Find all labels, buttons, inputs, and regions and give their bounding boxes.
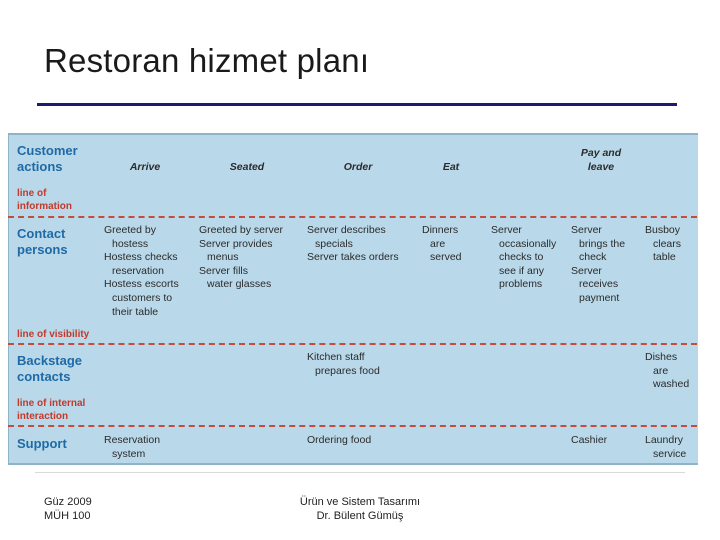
row-header-line: Contact xyxy=(17,226,66,241)
stage-seated xyxy=(212,161,282,175)
footer-course-info xyxy=(44,495,92,523)
line-of-visibility xyxy=(8,343,697,345)
footer-instructor: Dr. Bülent Gümüş xyxy=(316,510,404,522)
row-header-line: Support xyxy=(17,436,67,451)
action-text: system xyxy=(112,447,146,460)
line-label-text: line of internal xyxy=(17,398,86,409)
action-text: problems xyxy=(499,278,543,291)
action-text: are xyxy=(430,237,446,250)
footer-course-name: Ürün ve Sistem Tasarımı xyxy=(299,496,421,508)
stage-label: leave xyxy=(587,160,615,173)
footer-divider xyxy=(35,472,685,473)
action-text: are xyxy=(653,364,669,377)
contact-order-actions xyxy=(307,224,399,265)
row-header-support xyxy=(17,436,67,452)
support-ordering xyxy=(307,434,371,448)
action-text: Server xyxy=(571,224,602,236)
action-text: hostess xyxy=(112,237,149,250)
action-text: served xyxy=(430,251,462,264)
line-of-visibility-label xyxy=(17,328,89,341)
action-text: checks to xyxy=(499,251,544,264)
line-of-internal-interaction-label xyxy=(17,397,85,423)
stage-label: Eat xyxy=(442,161,460,173)
support-laundry xyxy=(645,434,686,461)
stage-label: Seated xyxy=(229,161,265,173)
support-cashier xyxy=(571,434,607,448)
line-of-information-label xyxy=(17,187,72,213)
action-text: Ordering food xyxy=(307,434,372,446)
contact-pay-actions xyxy=(571,224,625,306)
action-text: Dishes xyxy=(645,351,678,363)
row-header-line: contacts xyxy=(17,369,71,384)
action-text: table xyxy=(653,251,676,264)
action-text: occasionally xyxy=(499,237,557,250)
row-header-contact-persons xyxy=(17,226,68,258)
contact-seated-actions xyxy=(199,224,283,292)
action-text: Cashier xyxy=(571,434,608,446)
action-text: Server xyxy=(491,224,522,236)
footer-course-code: MÜH 100 xyxy=(44,510,91,522)
footer-semester: Güz 2009 xyxy=(44,496,92,508)
title-underline xyxy=(37,103,677,106)
action-text: reservation xyxy=(112,264,164,277)
line-of-information xyxy=(8,216,697,218)
line-label-text: line of visibility xyxy=(17,329,90,340)
stage-pay-and-leave xyxy=(566,147,636,174)
stage-arrive xyxy=(110,161,180,175)
contact-check-actions xyxy=(491,224,556,292)
action-text: washed xyxy=(653,378,690,391)
line-label-text: interaction xyxy=(17,411,69,422)
stage-label: Order xyxy=(343,161,373,173)
action-text: Busboy xyxy=(645,224,681,236)
line-label-text: line of xyxy=(17,188,47,199)
action-text: Reservation xyxy=(104,434,161,446)
action-text: see if any xyxy=(499,264,544,277)
stage-eat xyxy=(426,161,476,175)
action-text: Greeted by xyxy=(104,224,156,236)
row-header-line: persons xyxy=(17,242,68,257)
contact-leave-actions xyxy=(645,224,681,265)
action-text: Server fills xyxy=(199,264,249,277)
action-text: Laundry xyxy=(645,434,683,446)
row-header-line: Customer xyxy=(17,143,78,158)
contact-eat-actions xyxy=(422,224,462,265)
action-text: Server describes xyxy=(307,224,386,236)
row-header-customer-actions xyxy=(17,143,78,175)
action-text: brings the xyxy=(579,237,626,250)
action-text: clears xyxy=(653,237,682,250)
action-text: Hostess checks xyxy=(104,251,178,264)
action-text: Dinners xyxy=(422,224,459,236)
action-text: water glasses xyxy=(207,278,272,291)
action-text: customers to xyxy=(112,291,173,304)
contact-arrive-actions xyxy=(104,224,179,319)
action-text: specials xyxy=(315,237,353,250)
footer-course-title xyxy=(285,495,435,523)
action-text: Server xyxy=(571,264,602,277)
action-text: Server provides xyxy=(199,237,273,250)
action-text: Greeted by server xyxy=(199,224,284,236)
action-text: Server takes orders xyxy=(307,251,399,264)
line-label-text: information xyxy=(17,201,72,212)
action-text: menus xyxy=(207,251,239,264)
action-text: receives xyxy=(579,278,619,291)
action-text: check xyxy=(579,251,607,264)
backstage-dishes xyxy=(645,351,689,392)
action-text: their table xyxy=(112,305,159,318)
stage-order xyxy=(323,161,393,175)
backstage-kitchen xyxy=(307,351,380,378)
row-header-line: Backstage xyxy=(17,353,83,368)
support-reservation xyxy=(104,434,160,461)
row-header-line: actions xyxy=(17,159,63,174)
line-of-internal-interaction xyxy=(8,425,697,427)
action-text: Hostess escorts xyxy=(104,278,179,291)
action-text: payment xyxy=(579,291,620,304)
slide-title: Restoran hizmet planı xyxy=(44,42,370,79)
stage-label: Arrive xyxy=(129,161,161,173)
action-text: service xyxy=(653,447,687,460)
stage-label: Pay and xyxy=(580,147,622,159)
action-text: prepares food xyxy=(315,364,380,377)
row-header-backstage-contacts xyxy=(17,353,82,385)
action-text: Kitchen staff xyxy=(307,351,365,363)
